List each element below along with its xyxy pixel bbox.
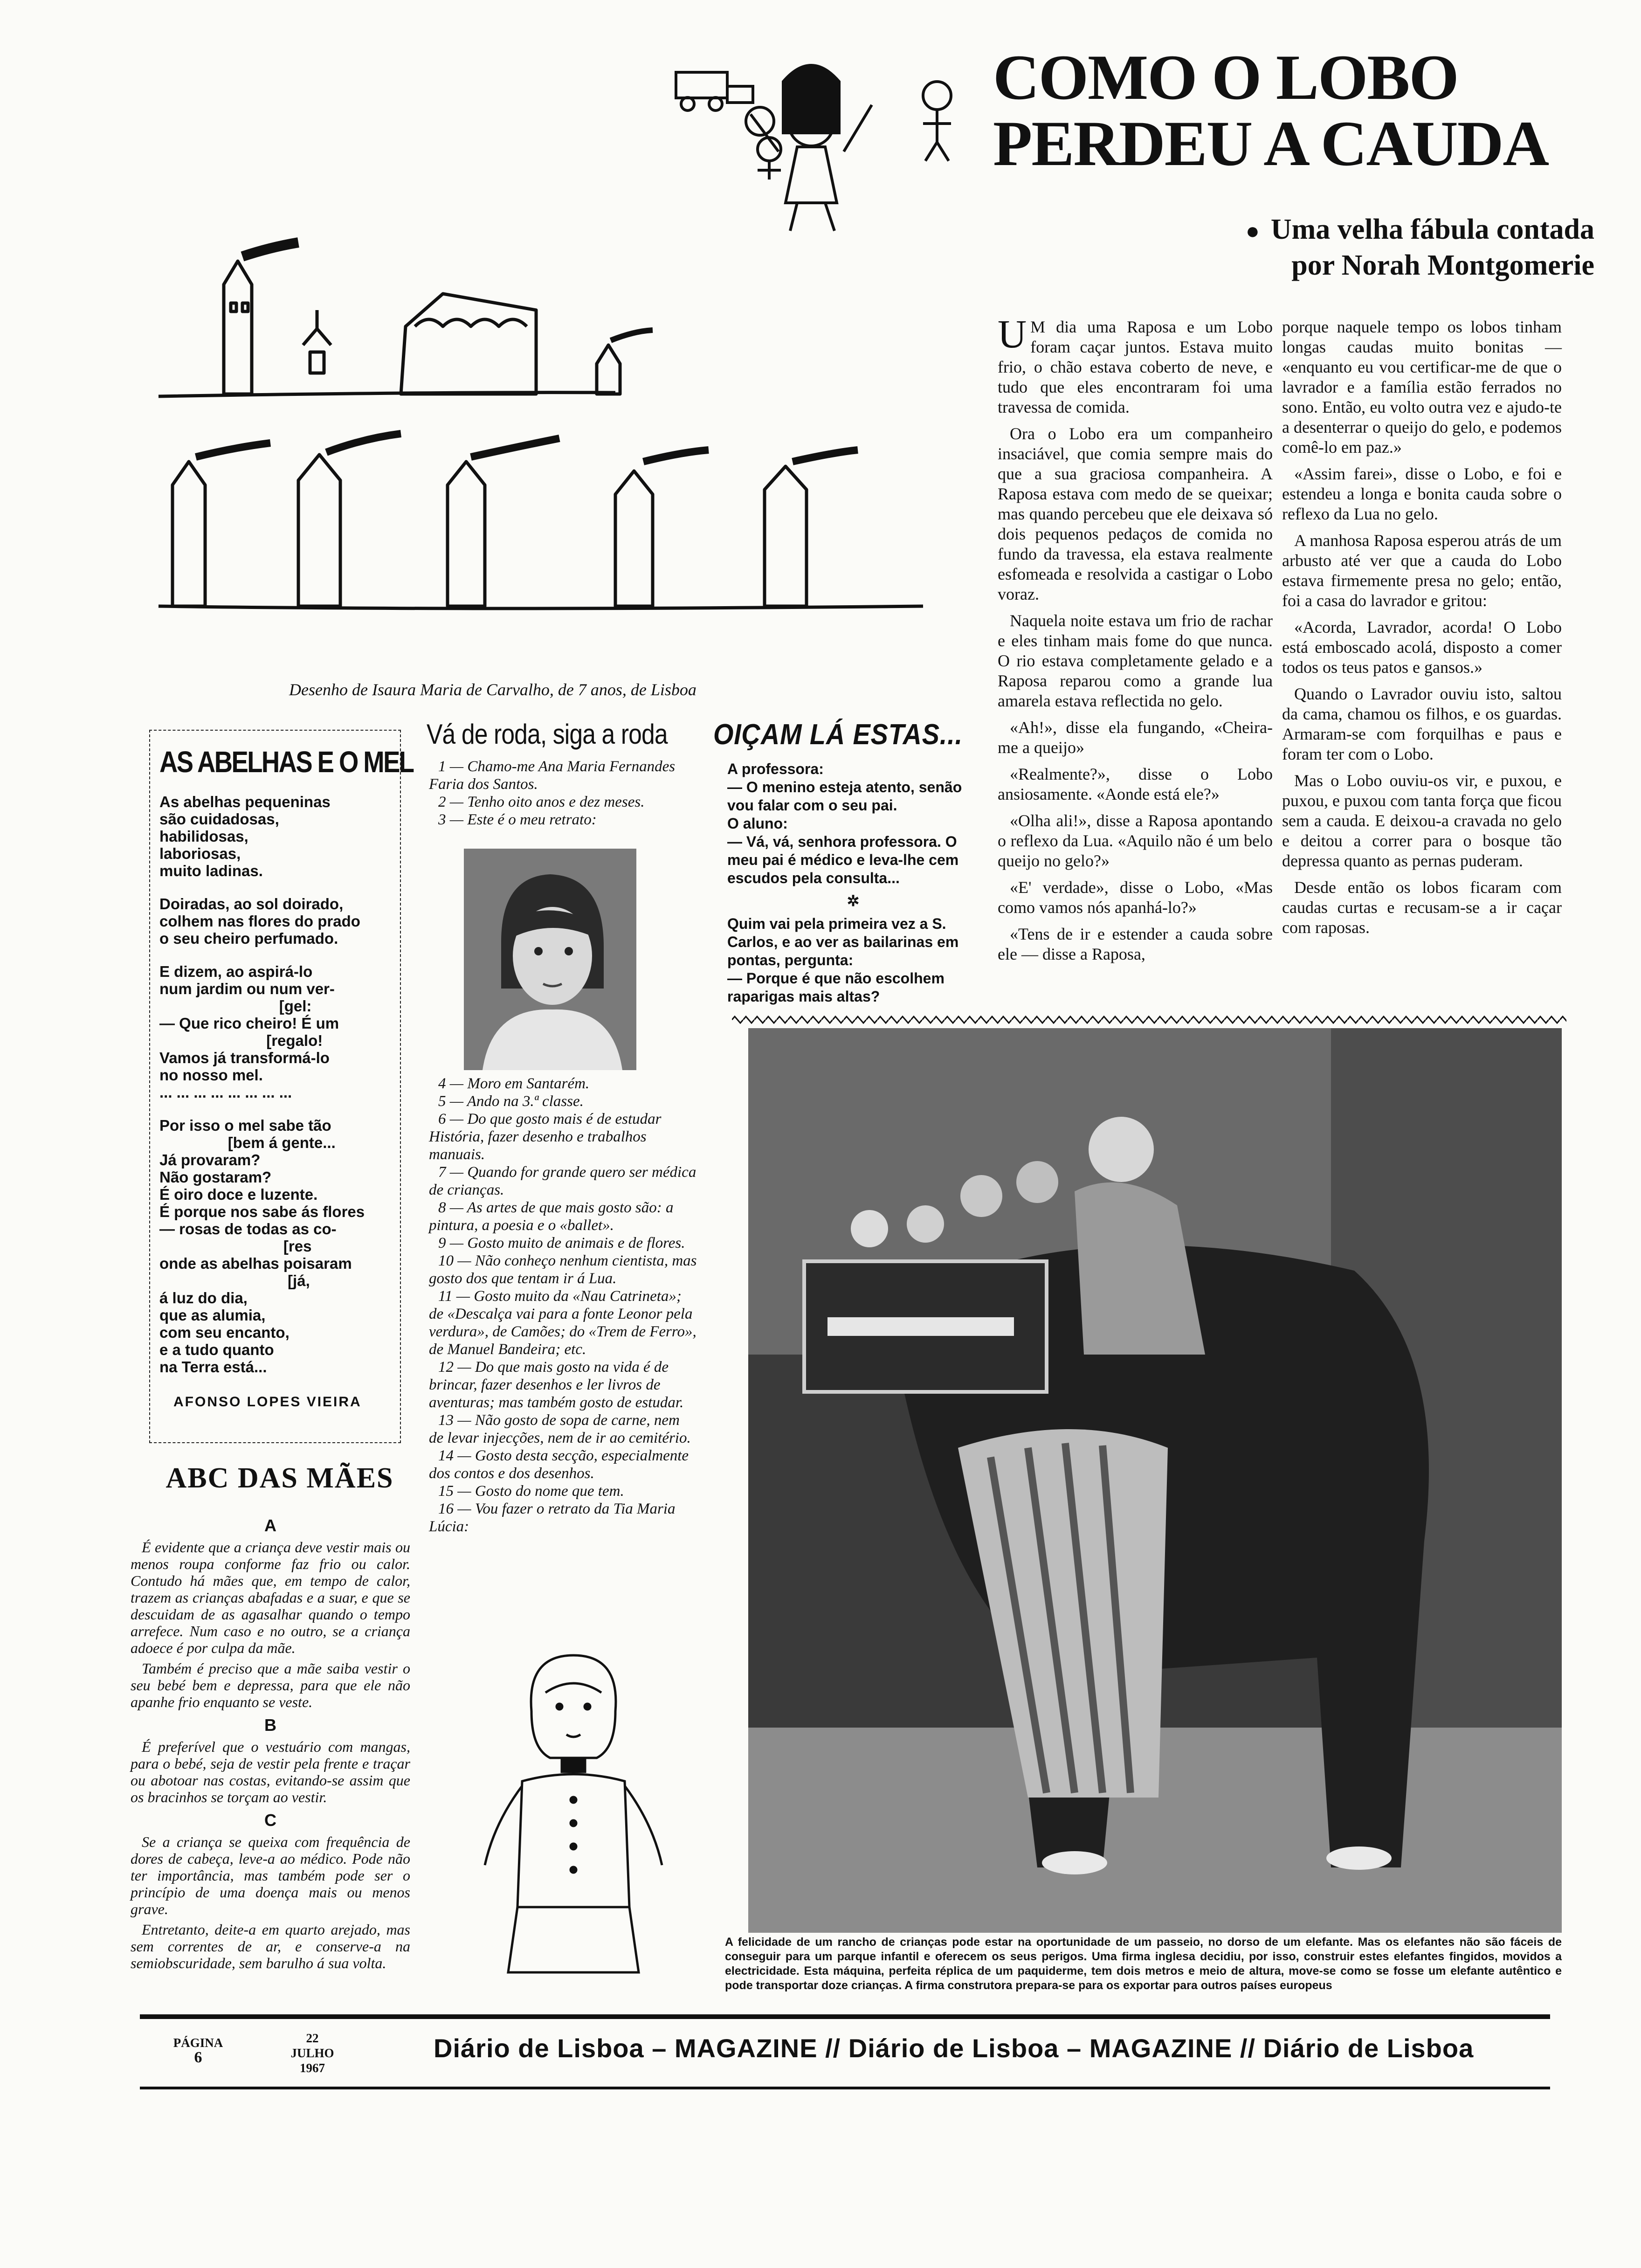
subhead-line-2: por Norah Montgomerie — [1291, 249, 1594, 281]
footer-rule-bottom — [140, 2087, 1550, 2089]
story-paragraph: «Tens de ir e estender a cauda sobre ele — disse a Raposa, — [998, 925, 1273, 963]
abc-letter: C — [264, 1811, 276, 1830]
aunt-drawing — [476, 1646, 671, 1986]
story-column-2 — [1282, 317, 1562, 944]
story-paragraph: M dia uma Raposa e um Lobo foram caçar juntos. Estava muito frio, o chão estava coberto de neve, e tudo que eles encontraram foi uma travessa de comida. — [998, 318, 1273, 416]
child-drawing-houses — [149, 219, 951, 685]
page-label-block — [159, 2035, 238, 2065]
page-label: PÁGINA — [173, 2036, 223, 2050]
roda-item: 4 — Moro em Santarém. — [438, 1075, 590, 1092]
photo-caption: A felicidade de um rancho de crianças pode estar na oportunidade de um passeio, no dorso de um elefante. Mas os elefantes não são fáceis de conseguir para um parque infantil e oferecem os seus perigos. Uma firma inglesa decidiu, por isso, construir estes elefantes fingidos, movidos a electricidade. Esta máquina, perfeita réplica de um paquiderme, tem dois metros e meio de altura, move-se como se fosse um elefante autêntico e pode transportar doze crianças. A firma construtora prepara-se para os exportar para outros países europeus — [725, 1936, 1562, 1992]
roda-item: 5 — Ando na 3.ª classe. — [438, 1093, 584, 1110]
poem-stanza: As abelhas pequeninas são cuidadosas, habilidosas, laboriosas, muito ladinas. — [159, 793, 331, 879]
oicam-title: OIÇAM LÁ ESTAS... — [713, 719, 963, 751]
poem-stanza: E dizem, ao aspirá-lo num jardim ou num ver- [gel: — Que rico cheiro! É um [regalo! Vamos já transformá-lo no nosso mel. ... ... ... ... ... ... ... ... — [159, 963, 339, 1101]
roda-item: 3 — Este é o meu retrato: — [438, 811, 597, 828]
story-column-1 — [998, 311, 1273, 971]
story-paragraph: «E' verdade», disse o Lobo, «Mas como vamos nós apanhá-lo?» — [998, 878, 1273, 917]
story-paragraph: A manhosa Raposa esperou atrás de um arbusto até ver que a cauda do Lobo estava firmemente presa no gelo; então, foi a casa do lavrador e gritou: — [1282, 531, 1562, 610]
joke-line: — Vá, vá, senhora professora. O meu pai é médico e leva-lhe cem escudos pela consulta... — [727, 833, 959, 886]
zigzag-divider — [732, 1016, 1566, 1024]
roda-items-bottom — [429, 1075, 697, 1535]
elephant-ride-photo — [748, 1028, 1562, 1933]
date-day: 22 — [306, 2031, 319, 2045]
footer-rule-top — [140, 2014, 1550, 2019]
story-paragraph: «Realmente?», disse o Lobo ansiosamente. «Aonde está ele?» — [998, 765, 1273, 803]
roda-item: 8 — As artes de que mais gosto são: a pintura, a poesia e o «ballet». — [429, 1199, 674, 1234]
article-headline — [993, 41, 1608, 179]
abc-paragraph: Se a criança se queixa com frequência de dores de cabeça, leve-a ao médico. Pode não ter importância, mas também pode ser o princípio de uma doença mais ou menos grave. — [131, 1833, 410, 1917]
story-paragraph: «Olha ali!», disse a Raposa apontando o reflexo da Lua. «Aquilo não é um belo queijo no gelo?» — [998, 811, 1273, 870]
joke-line: A professora: — [727, 761, 824, 777]
roda-title: Vá de roda, siga a roda — [427, 719, 668, 750]
abc-section — [131, 1511, 410, 1975]
bees-title: AS ABELHAS E O MEL — [159, 745, 414, 779]
headline-line-2: PERDEU A CAUDA — [993, 108, 1549, 179]
story-paragraph: «Ah!», disse ela fungando, «Cheira-me a queijo» — [998, 718, 1273, 757]
roda-items-top — [429, 758, 697, 829]
boy-drawing — [662, 44, 984, 245]
poem-author: AFONSO LOPES VIEIRA — [173, 1394, 362, 1410]
roda-item: 15 — Gosto do nome que tem. — [438, 1483, 624, 1500]
abc-paragraph: É evidente que a criança deve vestir mais ou menos roupa conforme faz frio ou calor. Contudo há mães que, em tempo de calor, trazem as crianças abafadas e a suar, e que se descuidam de as agasalhar quando o tempo arrefece. Num caso e no outro, se a criança adoece é por culpa da mãe. — [131, 1539, 410, 1656]
abc-paragraph: Também é preciso que a mãe saiba vestir o seu bebé bem e depressa, para que ele não apanhe frio enquanto se veste. — [131, 1660, 410, 1710]
joke-line: — O menino esteja atento, senão vou falar com o seu pai. — [727, 779, 962, 814]
roda-item: 6 — Do que gosto mais é de estudar História, fazer desenho e trabalhos manuais. — [429, 1111, 662, 1163]
bees-poem-box — [149, 730, 414, 1443]
abc-paragraph: É preferível que o vestuário com mangas, para o bebé, seja de vestir pela frente e traçar ou abotoar nas costas, evitando-se assim que os bracinhos se torçam ao vestir. — [131, 1738, 410, 1805]
date-month: JULHO — [290, 2046, 334, 2060]
story-paragraph: Desde então os lobos ficaram com caudas curtas e recusam-se a ir caçar com raposas. — [1282, 878, 1562, 937]
story-paragraph: Quando o Lavrador ouviu isto, saltou da cama, chamou os filhos, e os guardas. Armaram-se com forquilhas e paus e foram ter com o Lobo. — [1282, 685, 1562, 763]
story-paragraph: Naquela noite estava um frio de rachar e eles tinham mais fome do que nunca. O rio estava completamente gelado e a Raposa reparou como a grande lua amarela estava reflectida no gelo. — [998, 611, 1273, 710]
abc-paragraph: Entretanto, deite-a em quarto arejado, mas sem correntes de ar, e conserve-a na semiobscuridade, sem barulho á sua volta. — [131, 1921, 410, 1971]
drop-cap: U — [998, 311, 1027, 356]
story-paragraph: porque naquele tempo os lobos tinham longas caudas muito bonitas — «enquanto eu vou certificar-me de que o lavrador e a família estão ferrados no sono. Então, eu volto outra vez e ajudo-te a desenterrar o queijo do gelo, e podemos comê-lo em paz.» — [1282, 318, 1562, 456]
roda-item: 13 — Não gosto de sopa de carne, nem de levar injecções, nem de ir ao cemitério. — [429, 1412, 691, 1446]
article-subhead — [1110, 212, 1594, 283]
roda-item: 9 — Gosto muito de animais e de flores. — [438, 1235, 685, 1252]
date-block — [266, 2031, 359, 2075]
star-icon: ✲ — [847, 892, 860, 909]
jokes-section — [727, 760, 979, 1006]
poem-stanza: Por isso o mel sabe tão [bem á gente... Já provaram? Não gostaram? É oiro doce e luzente. É porque nos sabe ás flores — rosas de todas as co- [res onde as abelhas poisaram [já, á luz do dia, que as alumia, com seu encanto, e a tudo quanto na Terra está... — [159, 1117, 365, 1376]
roda-item: 14 — Gosto desta secção, especialmente dos contos e dos desenhos. — [429, 1447, 689, 1482]
roda-item: 1 — Chamo-me Ana Maria Fernandes Faria dos Santos. — [429, 758, 676, 793]
story-paragraph: Ora o Lobo era um companheiro insaciável, que comia sempre mais do que a sua graciosa companheira. A Raposa estava com medo de se queixar; mas quando percebeu que ele deixava só dois pequenos pedaços de comida no fundo da travessa, ela estava realmente esfomeada e resolvida a castigar o Lobo voraz. — [998, 424, 1273, 603]
roda-item: 2 — Tenho oito anos e dez meses. — [438, 794, 645, 810]
roda-item: 10 — Não conheço nenhum cientista, mas gosto dos que tentam ir á Lua. — [429, 1252, 697, 1287]
roda-item: 11 — Gosto muito da «Nau Catrineta»; de «Descalça vai para a fonte Leonor pela verdura», de Camões; do «Trem de Ferro», de Manuel Bandeira; etc. — [429, 1288, 696, 1358]
subhead-line-1: Uma velha fábula contada — [1270, 214, 1594, 245]
roda-item: 12 — Do que mais gosto na vida é de brincar, fazer desenhos e ler livros de aventuras; mas também gosto de estudar. — [429, 1359, 684, 1411]
roda-item: 16 — Vou fazer o retrato da Tia Maria Lúcia: — [429, 1500, 676, 1535]
joke-line: — Porque é que não escolhem raparigas mais altas? — [727, 970, 945, 1005]
joke-line: Quim vai pela primeira vez a S. Carlos, e ao ver as bailarinas em pontas, pergunta: — [727, 915, 959, 968]
footer-banner: Diário de Lisboa – MAGAZINE // Diário de Lisboa – MAGAZINE // Diário de Lisboa — [434, 2033, 1474, 2063]
poem-stanza: Doiradas, ao sol doirado, colhem nas flores do prado o seu cheiro perfumado. — [159, 895, 360, 947]
abc-letter: A — [264, 1516, 276, 1535]
date-year: 1967 — [300, 2061, 325, 2075]
story-paragraph: «Assim farei», disse o Lobo, e foi e estendeu a longa e bonita cauda sobre o reflexo da Lua no gelo. — [1282, 464, 1562, 523]
roda-item: 7 — Quando for grande quero ser médica de crianças. — [429, 1164, 696, 1198]
story-paragraph: Mas o Lobo ouviu-os vir, e puxou, e puxou, e puxou com tanta força que ficou sem a cauda. E deixou-a cravada no gelo e deitou a correr para o bosque tão depressa quanto as pernas puderam. — [1282, 771, 1562, 870]
bullet-icon: ● — [1245, 218, 1260, 244]
abc-letter: B — [264, 1715, 276, 1735]
child-portrait-photo — [464, 849, 636, 1070]
headline-line-1: COMO O LOBO — [993, 41, 1458, 113]
page-number: 6 — [194, 2049, 202, 2066]
story-paragraph: «Acorda, Lavrador, acorda! O Lobo está emboscado acolá, disposto a comer todos os teus patos e gansos.» — [1282, 618, 1562, 677]
drawing-caption: Desenho de Isaura Maria de Carvalho, de 7 anos, de Lisboa — [289, 680, 696, 699]
abc-title: ABC DAS MÃES — [165, 1462, 394, 1494]
joke-line: O aluno: — [727, 815, 788, 832]
